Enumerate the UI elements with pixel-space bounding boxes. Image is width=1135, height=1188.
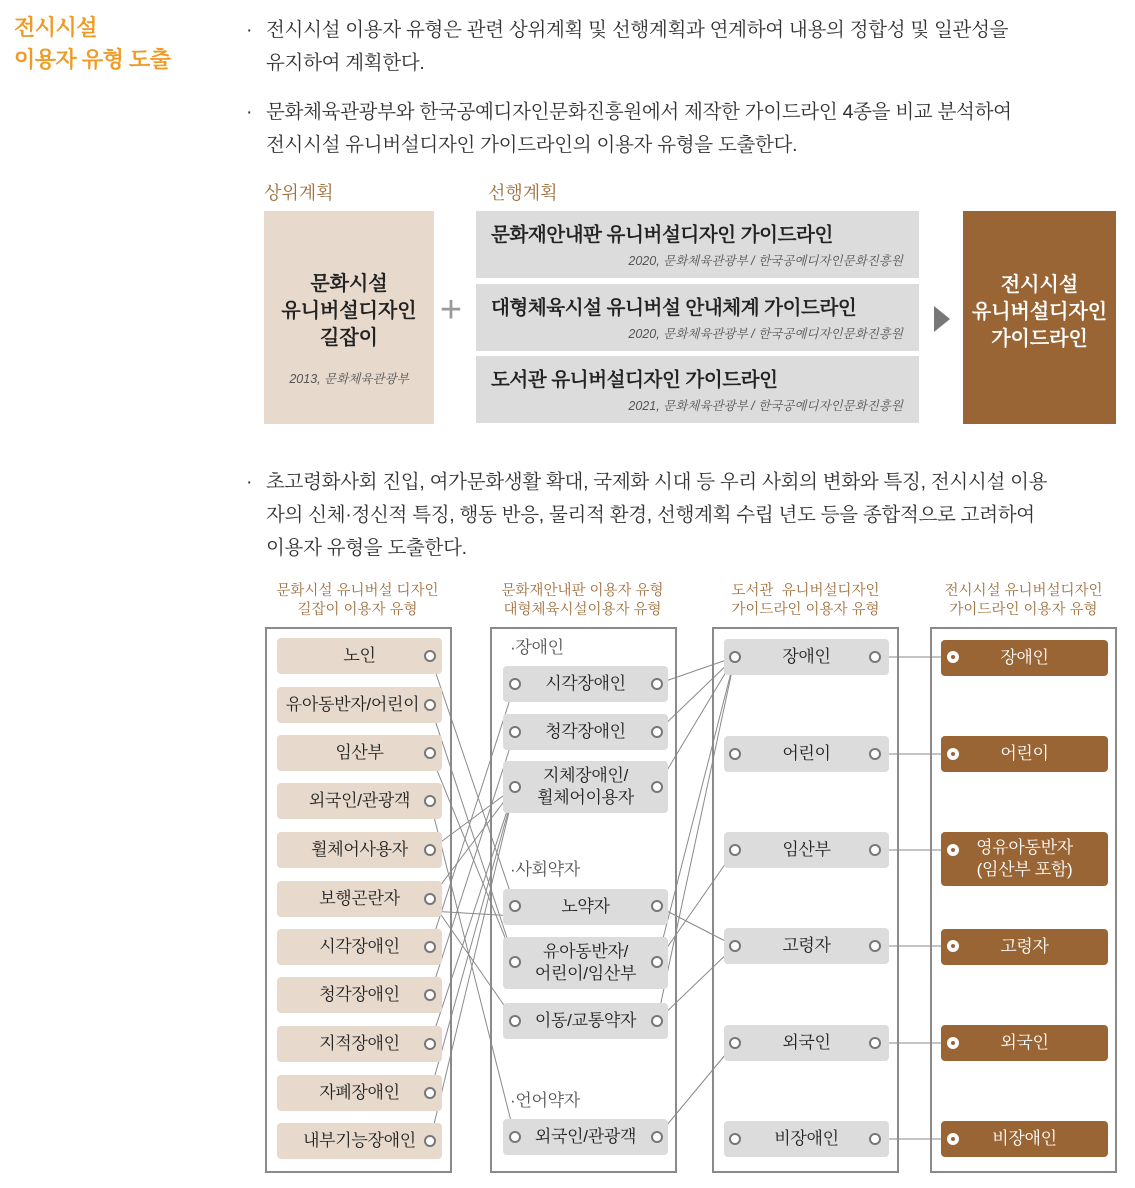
item-label: 외국인: [782, 1033, 831, 1052]
connector-node: [729, 1133, 741, 1145]
item-label: 비장애인: [774, 1129, 839, 1148]
connector-node: [869, 940, 881, 952]
connector-node: [509, 956, 521, 968]
connector-node: [424, 1038, 436, 1050]
col3-item-disabled: [724, 639, 889, 675]
preceding-plan-label: 선행계획: [488, 183, 558, 203]
item-label: 영유아동반자: [976, 838, 1073, 857]
column-frame-4: [930, 627, 1117, 1173]
connector-node: [509, 1131, 521, 1143]
item-label: 휠체어사용자: [311, 840, 408, 859]
item-label: 내부기능장애인: [303, 1131, 416, 1150]
connector-node: [424, 795, 436, 807]
section-title-line-2: 이용자 유형 도출: [14, 47, 171, 72]
plus-icon: +: [439, 289, 463, 331]
connector-node: [651, 781, 663, 793]
connector-node: [651, 678, 663, 690]
item-label: 임산부: [335, 743, 384, 762]
connector-node: [424, 1135, 436, 1147]
group-label-socially-vulnerable: ·사회약자: [510, 860, 580, 879]
item-label: 비장애인: [992, 1129, 1057, 1148]
item-label: 노인: [343, 646, 376, 665]
connector-node: [869, 1133, 881, 1145]
connector-node: [424, 893, 436, 905]
upper-plan-title: [264, 271, 434, 352]
result-guideline-box: [963, 211, 1116, 424]
col3-item-pregnant: [724, 832, 889, 868]
connector-node: [509, 678, 521, 690]
item-label: 청각장애인: [545, 722, 626, 741]
item-label: 보행곤란자: [319, 889, 400, 908]
preceding-plan-title: 대형체육시설 유니버설 안내체계 가이드라인: [491, 297, 857, 319]
preceding-plan-title: 문화재안내판 유니버설디자인 가이드라인: [491, 224, 833, 246]
col1-item-internal-disability: [277, 1123, 442, 1159]
connector-node: [651, 956, 663, 968]
connector-node: [947, 940, 959, 952]
item-label: 유아동반자/: [542, 942, 629, 961]
col3-item-senior: [724, 928, 889, 964]
item-label: 시각장애인: [319, 937, 400, 956]
bullet-paragraph-1: [246, 14, 1121, 80]
upper-plan-title-line: 문화시설: [310, 273, 388, 295]
col1-item-wheelchair: [277, 832, 442, 868]
bullet-paragraph-3: [246, 466, 1121, 565]
column-header-line: 길잡이 이용자 유형: [297, 602, 418, 618]
item-label: 고령자: [782, 936, 831, 955]
connector-node: [651, 900, 663, 912]
connector-node: [947, 651, 959, 663]
bullet-line: 유지하여 계획한다.: [266, 52, 425, 74]
column-header-3: [712, 582, 899, 620]
connector-node: [947, 1037, 959, 1049]
item-label: 시각장애인: [545, 674, 626, 693]
connector-node: [651, 1015, 663, 1027]
arrow-right-icon: [934, 306, 950, 332]
col4-item-infant-companion: [941, 832, 1108, 886]
upper-plan-source: 2013, 문화체육관광부: [289, 372, 409, 386]
preceding-plan-box-3: [476, 356, 919, 423]
item-label: 외국인/관광객: [534, 1127, 637, 1146]
column-header-line: 가이드라인 이용자 유형: [731, 602, 880, 618]
section-title: [14, 12, 171, 76]
connector-node: [947, 844, 959, 856]
item-label: 노약자: [561, 897, 610, 916]
preceding-plan-source: 2020, 문화체육관광부 / 한국공예디자인문화진흥원: [628, 254, 903, 268]
connector-node: [869, 651, 881, 663]
item-label: 장애인: [782, 647, 831, 666]
bullet-line: 자의 신체·정신적 특징, 행동 반응, 물리적 환경, 선행계획 수립 년도 등을 종합적으로 고려하여: [266, 504, 1035, 526]
upper-plan-box: [264, 211, 434, 424]
result-title-line: 가이드라인: [991, 328, 1088, 350]
col3-item-non-disabled: [724, 1121, 889, 1157]
item-label: 청각장애인: [319, 985, 400, 1004]
item-label: 이동/교통약자: [534, 1011, 637, 1030]
connector-node: [651, 1131, 663, 1143]
column-header-line: 대형체육시설이용자 유형: [503, 602, 662, 618]
connector-node: [869, 748, 881, 760]
group-label-disabled: ·장애인: [510, 638, 564, 657]
connector-node: [424, 844, 436, 856]
connector-node: [729, 748, 741, 760]
bullet-paragraph-2: [246, 96, 1121, 162]
item-label: 어린이/임산부: [534, 964, 637, 983]
item-label: 고령자: [1000, 937, 1049, 956]
item-label: 어린이: [782, 744, 831, 763]
result-title-line: 유니버설디자인: [971, 301, 1108, 323]
section-title-line-1: 전시시설: [14, 15, 98, 40]
bullet-line: 문화체육관광부와 한국공예디자인문화진흥원에서 제작한 가이드라인 4종을 비교 분석하여: [266, 101, 1012, 123]
connector-node: [424, 650, 436, 662]
connector-node: [947, 1133, 959, 1145]
column-header-line: 가이드라인 이용자 유형: [949, 602, 1098, 618]
bullet-marker: ·: [246, 471, 253, 493]
connector-node: [729, 940, 741, 952]
column-header-4: [930, 582, 1117, 620]
connector-node: [424, 699, 436, 711]
connector-node: [729, 651, 741, 663]
connector-node: [729, 1037, 741, 1049]
col4-item-foreigner: [941, 1025, 1108, 1061]
col1-item-intellectual-disability: [277, 1026, 442, 1062]
item-label: 외국인/관광객: [308, 791, 411, 810]
col1-item-autism: [277, 1075, 442, 1111]
column-header-line: 도서관 유니버설디자인: [731, 583, 880, 599]
column-frame-3: [712, 627, 899, 1173]
column-header-line: 전시시설 유니버설디자인: [944, 583, 1103, 599]
col4-item-disabled: [941, 640, 1108, 676]
preceding-plan-title: 도서관 유니버설디자인 가이드라인: [491, 369, 778, 391]
connector-node: [509, 781, 521, 793]
column-header-line: 문화시설 유니버설 디자인: [276, 583, 439, 599]
preceding-plan-box-1: [476, 211, 919, 278]
item-label: 지체장애인/: [542, 766, 629, 785]
item-label: 어린이: [1000, 744, 1049, 763]
col1-item-elderly: [277, 638, 442, 674]
connector-node: [424, 989, 436, 1001]
connector-node: [509, 1015, 521, 1027]
item-label: 자폐장애인: [319, 1083, 400, 1102]
group-label-language-vulnerable: ·언어약자: [510, 1091, 580, 1110]
bullet-line: 전시시설 이용자 유형은 관련 상위계획 및 선행계획과 연계하여 내용의 정합성 및 일관성을: [266, 19, 1009, 41]
col4-item-senior: [941, 929, 1108, 965]
bullet-line: 초고령화사회 진입, 여가문화생활 확대, 국제화 시대 등 우리 사회의 변화와 특징, 전시시설 이용: [266, 471, 1048, 493]
connector-node: [424, 1087, 436, 1099]
connector-node: [869, 1037, 881, 1049]
connector-node: [509, 726, 521, 738]
upper-plan-label: 상위계획: [264, 183, 334, 203]
result-guideline-title: [963, 272, 1116, 353]
col2-item-foreigner: [503, 1119, 668, 1155]
connector-node: [869, 844, 881, 856]
connector-node: [424, 747, 436, 759]
col1-item-walking-difficulty: [277, 881, 442, 917]
connector-node: [509, 900, 521, 912]
preceding-plan-source: 2021, 문화체육관광부 / 한국공예디자인문화진흥원: [628, 399, 903, 413]
col2-item-child-pregnant: [503, 937, 668, 989]
item-label: 임산부: [782, 840, 831, 859]
preceding-plan-source: 2020, 문화체육관광부 / 한국공예디자인문화진흥원: [628, 327, 903, 341]
col1-item-visual-impaired: [277, 929, 442, 965]
connector-node: [651, 726, 663, 738]
item-label: (임산부 포함): [976, 860, 1073, 879]
col2-item-elderly-weak: [503, 889, 668, 925]
connector-node: [729, 844, 741, 856]
column-header-1: [265, 582, 450, 620]
item-label: 외국인: [1000, 1033, 1049, 1052]
col1-item-hearing-impaired: [277, 977, 442, 1013]
col4-item-non-disabled: [941, 1121, 1108, 1157]
col1-item-child-companion: [277, 687, 442, 723]
col4-item-child: [941, 736, 1108, 772]
item-label: 장애인: [1000, 648, 1049, 667]
connector-node: [424, 941, 436, 953]
result-title-line: 전시시설: [1000, 274, 1079, 296]
col3-item-child: [724, 736, 889, 772]
column-header-line: 문화재안내판 이용자 유형: [501, 583, 664, 599]
col2-item-visual-impaired: [503, 666, 668, 702]
item-label: 유아동반자/어린이: [285, 695, 420, 714]
upper-plan-title-line: 길잡이: [320, 327, 378, 349]
col2-item-mobility-vulnerable: [503, 1003, 668, 1039]
item-label: 휠체어이용자: [537, 788, 634, 807]
bullet-marker: ·: [246, 101, 253, 123]
preceding-plan-box-2: [476, 284, 919, 351]
connector-node: [947, 748, 959, 760]
bullet-line: 이용자 유형을 도출한다.: [266, 537, 467, 559]
item-label: 지적장애인: [319, 1034, 400, 1053]
col1-item-foreigner: [277, 783, 442, 819]
col1-item-pregnant: [277, 735, 442, 771]
column-header-2: [490, 582, 675, 620]
bullet-marker: ·: [246, 19, 253, 41]
col2-item-physical-disability: [503, 761, 668, 813]
upper-plan-title-line: 유니버설디자인: [281, 300, 417, 322]
col3-item-foreigner: [724, 1025, 889, 1061]
bullet-line: 전시시설 유니버설디자인 가이드라인의 이용자 유형을 도출한다.: [266, 134, 798, 156]
col2-item-hearing-impaired: [503, 714, 668, 750]
